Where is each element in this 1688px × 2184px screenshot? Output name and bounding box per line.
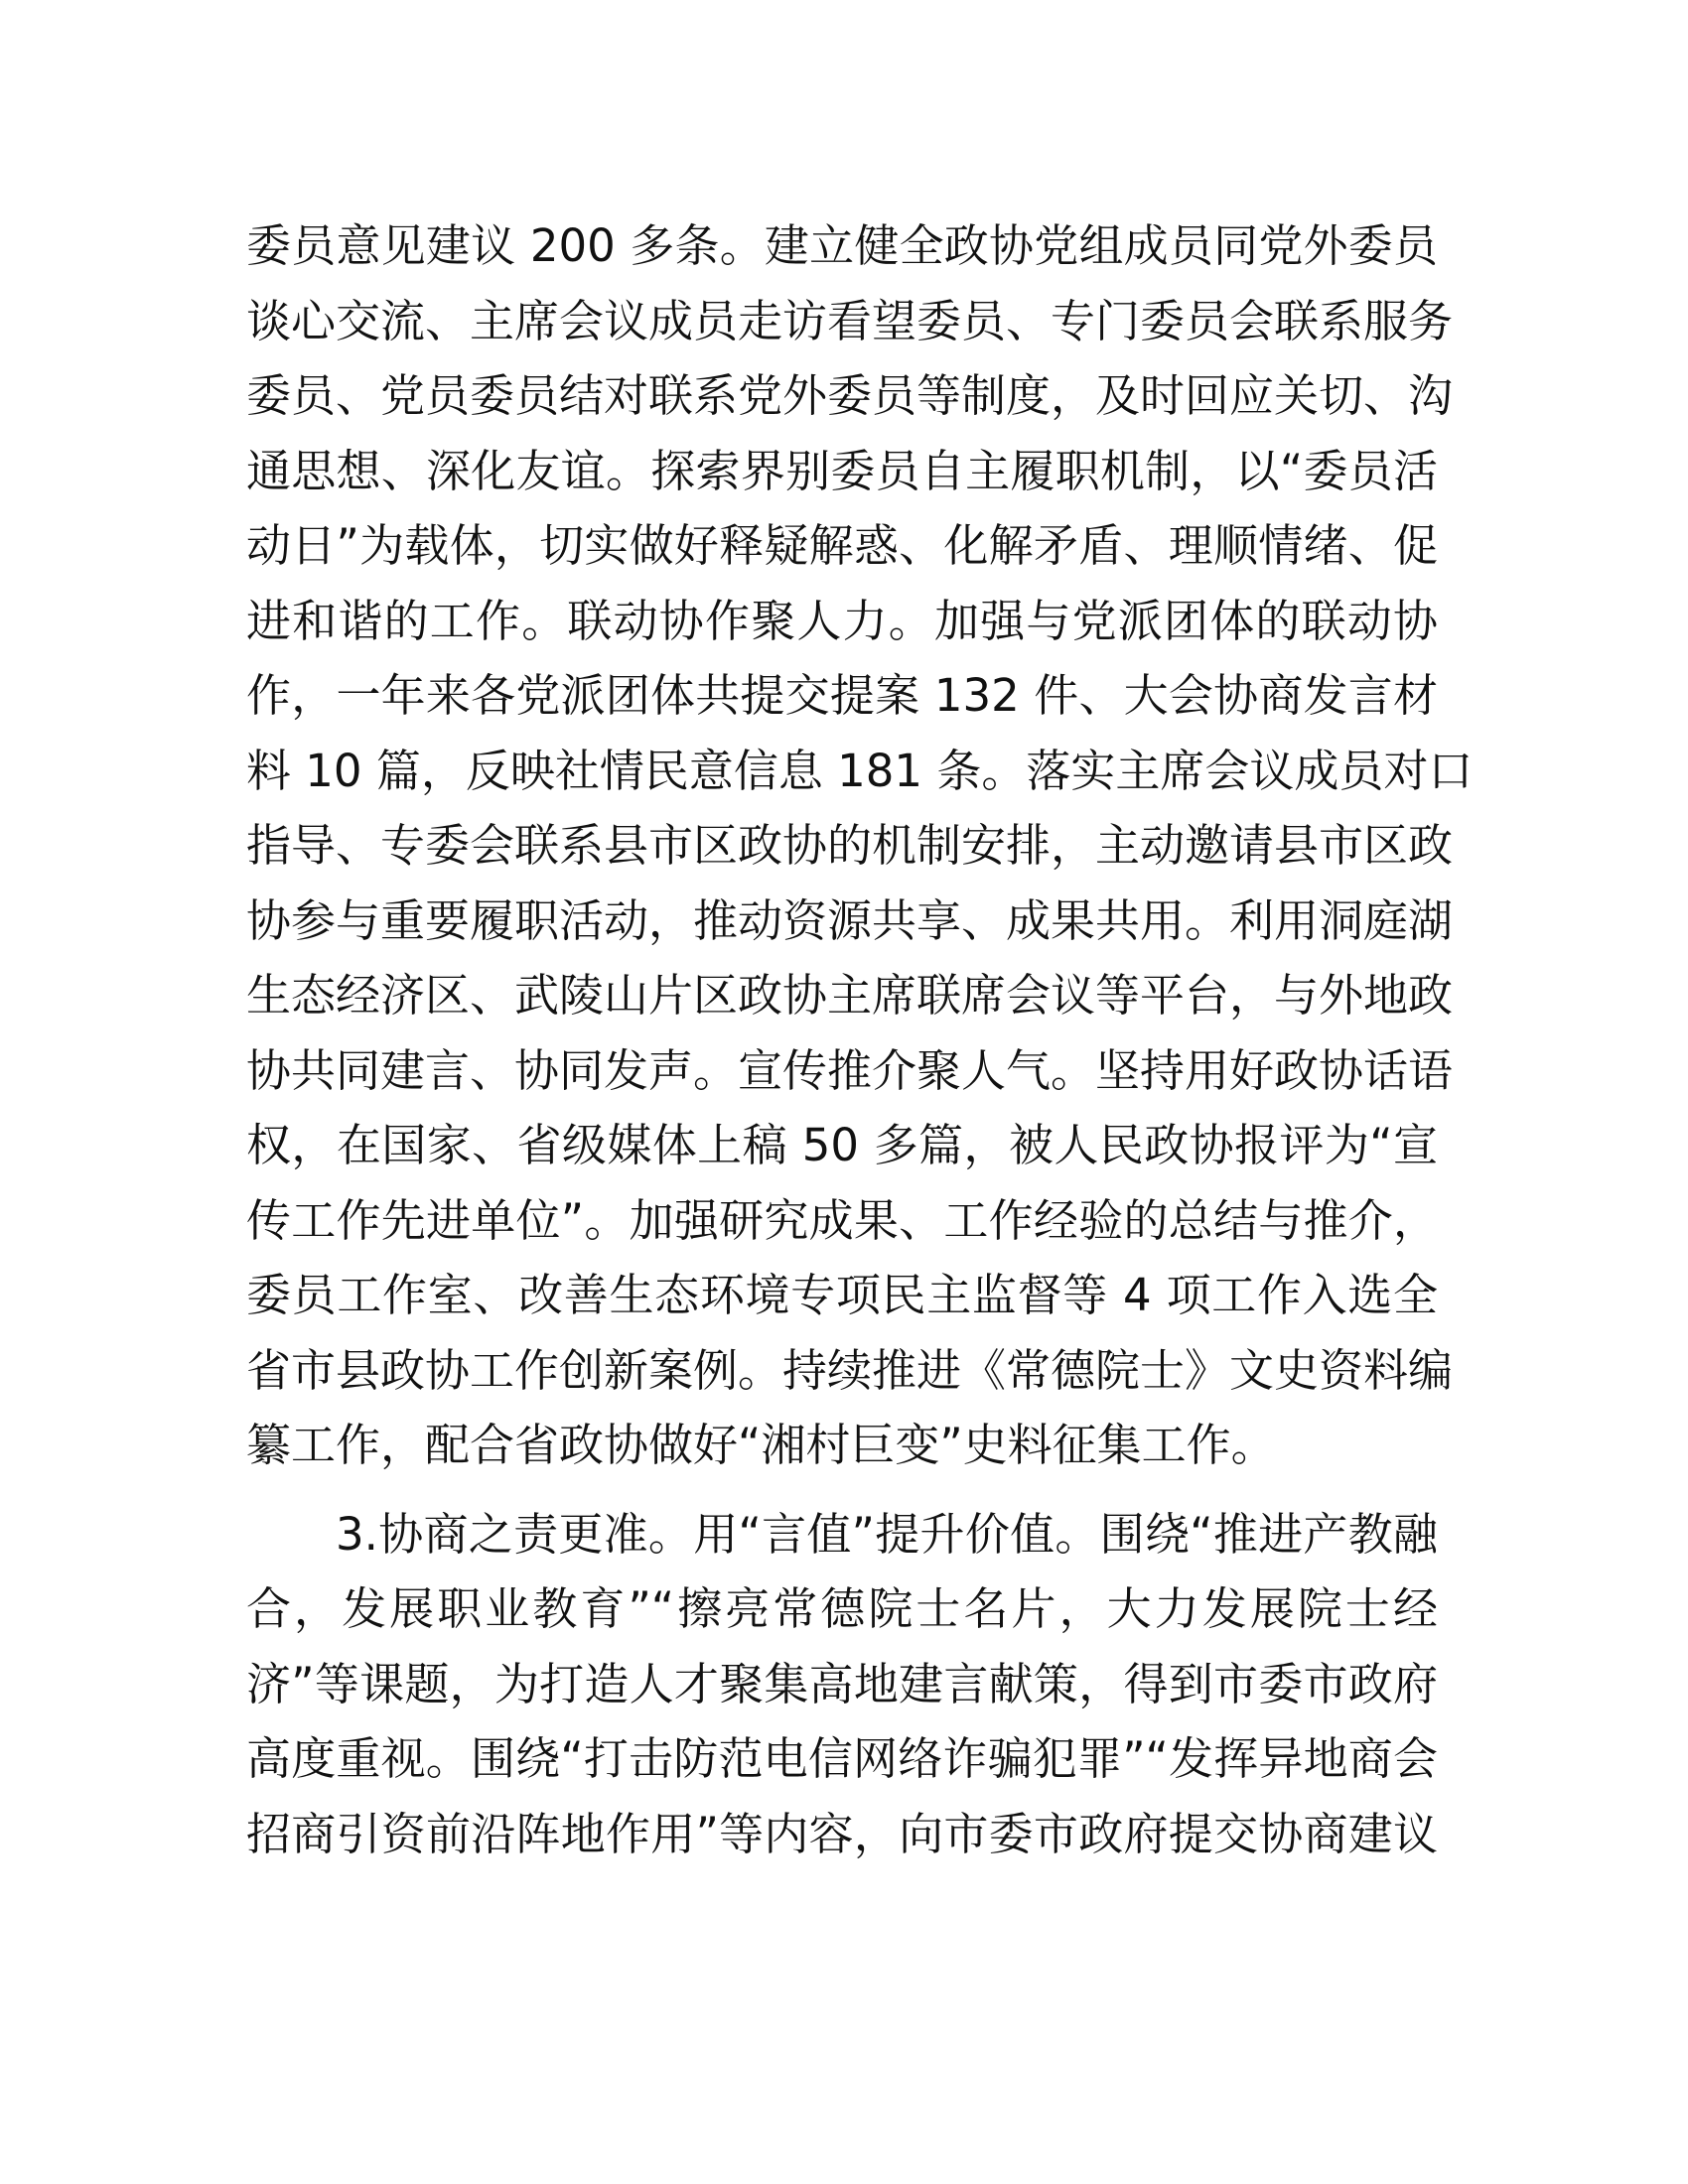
text-line: 通思想、深化友谊。探索界别委员自主履职机制，以“委员活	[246, 444, 1438, 497]
text-line: 省市县政协工作创新案例。持续推进《常德院士》文史资料编	[246, 1343, 1454, 1397]
text-line: 协参与重要履职活动，推动资源共享、成果共用。利用洞庭湖	[246, 893, 1454, 947]
text-line: 作，一年来各党派团体共提交提案 132 件、大会协商发言材	[246, 669, 1438, 722]
text-line: 招商引资前沿阵地作用”等内容，向市委市政府提交协商建议	[246, 1807, 1438, 1860]
text-line: 3.协商之责更准。用“言值”提升价值。围绕“推进产教融	[336, 1507, 1438, 1561]
text-line: 委员意见建议 200 多条。建立健全政协党组成员同党外委员	[246, 219, 1438, 272]
paragraph-spacer	[246, 1483, 1438, 1497]
text-line: 济”等课题，为打造人才聚集高地建言献策，得到市委市政府	[246, 1657, 1438, 1710]
paragraph-2	[246, 1497, 1438, 1872]
text-line: 进和谐的工作。联动协作聚人力。加强与党派团体的联动协	[246, 594, 1438, 647]
text-line: 合，发展职业教育”“擦亮常德院士名片，大力发展院士经	[246, 1582, 1438, 1635]
text-line: 高度重视。围绕“打击防范电信网络诈骗犯罪”“发挥异地商会	[246, 1732, 1438, 1785]
text-line: 指导、专委会联系县市区政协的机制安排，主动邀请县市区政	[246, 819, 1454, 872]
text-line: 生态经济区、武陵山片区政协主席联席会议等平台，与外地政	[246, 969, 1454, 1022]
text-line: 传工作先进单位”。加强研究成果、工作经验的总结与推介，	[246, 1193, 1438, 1247]
text-line: 协共同建言、协同发声。宣传推介聚人气。坚持用好政协话语	[246, 1043, 1454, 1097]
text-line: 谈心交流、主席会议成员走访看望委员、专门委员会联系服务	[246, 294, 1454, 347]
text-line: 动日”为载体，切实做好释疑解惑、化解矛盾、理顺情绪、促	[246, 519, 1438, 572]
text-line: 料 10 篇，反映社情民意信息 181 条。落实主席会议成员对口	[246, 744, 1474, 797]
text-line: 权，在国家、省级媒体上稿 50 多篇，被人民政协报评为“宣	[246, 1119, 1438, 1171]
body-text	[246, 208, 1474, 1871]
text-line: 委员、党员委员结对联系党外委员等制度，及时回应关切、沟	[246, 369, 1454, 422]
paragraph-1	[246, 208, 1474, 1483]
text-line: 纂工作，配合省政协做好“湘村巨变”史料征集工作。	[246, 1419, 1276, 1471]
text-line: 委员工作室、改善生态环境专项民主监督等 4 项工作入选全	[246, 1269, 1438, 1321]
